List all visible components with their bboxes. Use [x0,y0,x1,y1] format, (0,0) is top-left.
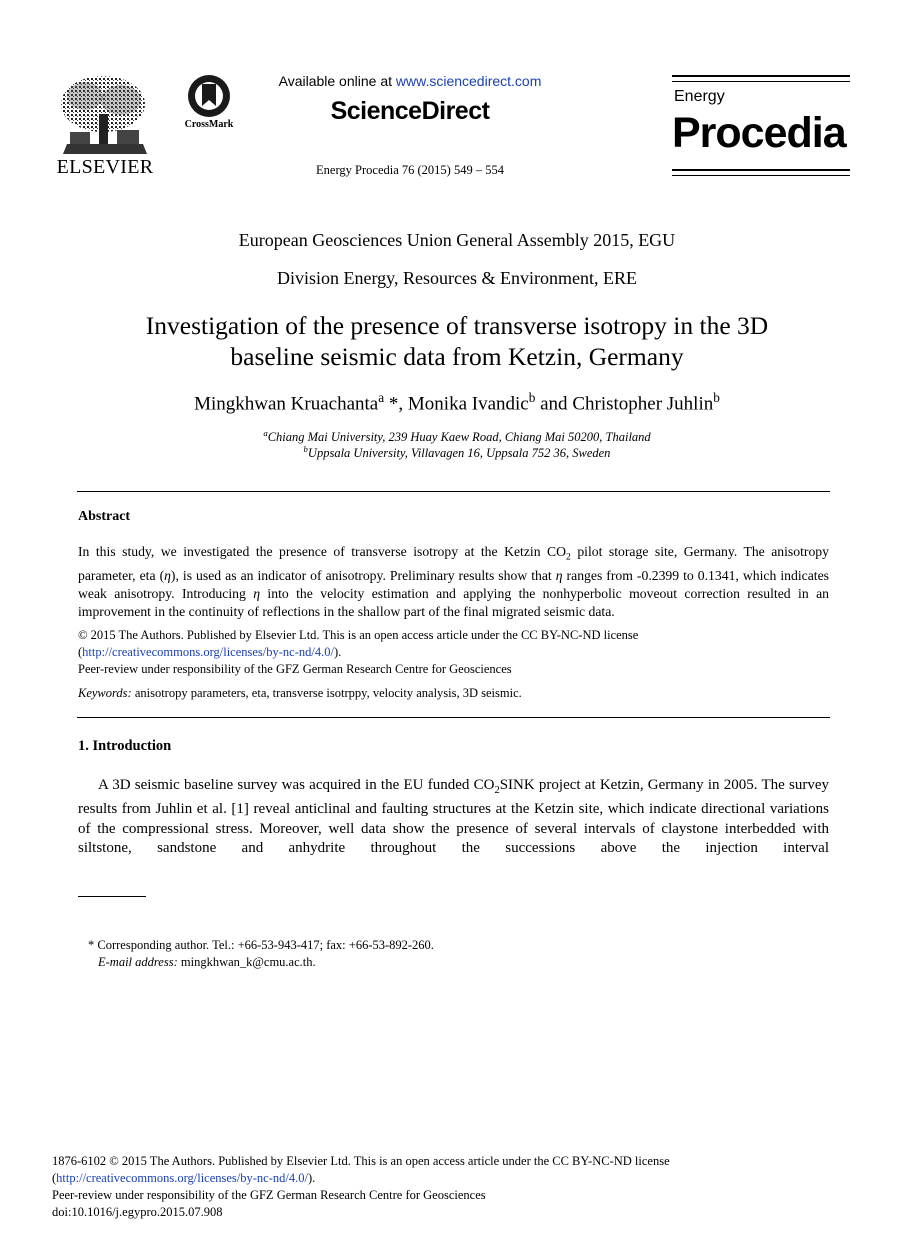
copyright-notice [78,627,838,678]
copyright-line: © 2015 The Authors. Published by Elsevier Ltd. This is an open access article under the CC BY-NC-ND license [78,628,639,642]
energy-procedia-logo [672,75,852,177]
author-2-affiliation: b [528,390,536,405]
affiliation-a [60,428,854,445]
affiliation-b-marker: b [303,444,308,454]
footnote [88,937,788,971]
crossmark-icon [180,74,238,120]
footnote-rule [78,896,146,897]
author-2: Monika Ivandic [407,393,529,415]
author-3: Christopher Juhlin [572,393,714,415]
conference-line-2: Division Energy, Resources & Environment, ERE [277,268,637,288]
keywords [78,686,838,701]
elsevier-wordmark: ELSEVIER [56,156,154,178]
footer-license-open: ( [52,1171,57,1185]
affiliation-b-text: Uppsala University, Villavagen 16, Uppsala 752 36, Sweden [307,446,611,461]
license-line [78,644,838,661]
logo-top-rule [672,75,850,77]
affiliation-a-text: Chiang Mai University, 239 Huay Kaew Road, Chiang Mai 50200, Thailand [267,430,651,445]
footer-license-link[interactable]: http://creativecommons.org/licenses/by-nc-nd/4.0/ [56,1171,308,1185]
footer-license-line [52,1170,872,1187]
eta-symbol: η [253,585,261,601]
keywords-list: anisotropy parameters, eta, transverse isotrppy, velocity analysis, 3D seismic. [131,686,522,700]
footer-issn-line: 1876-6102 © 2015 The Authors. Published by Elsevier Ltd. This is an open access article under the CC BY-NC-ND license [52,1154,670,1168]
conference-line-1: European Geosciences Union General Assembly 2015, EGU [238,230,676,250]
intro-text-1: A 3D seismic baseline survey was acquired in the EU funded CO [98,777,495,793]
available-online [240,73,580,89]
author-1-affiliation: a [378,390,385,405]
sciencedirect-wordmark: ScienceDirect [330,97,490,125]
abstract-bottom-rule [77,717,830,718]
corresponding-mark: *, [384,393,408,415]
co2-subscript: 2 [566,551,571,563]
author-3-affiliation: b [713,390,720,405]
license-open: ( [78,645,83,659]
author-conjunction: and [535,393,573,415]
author-list [60,390,854,415]
abstract-top-rule [77,491,830,492]
abstract-text-5: into the velocity estimation and applying the nonhyperbolic moveout correction resulted in an improvement in the continuity of reflections in the shallow part of the final migrated seismic data. [78,585,829,619]
intro-text-2: SINK project at Ketzin, Germany in 2005. The survey results from Juhlin et al. [1] reveal anticlinal and faulting structures at the Ketzin site, which indicate directional variations of the compressional stress. Moreover, well data show the presence of several intervals of claystone interbedded with siltstone, sandstone and anhydrite throughout the successions above the injection interval [78,777,829,856]
crossmark-label: CrossMark [184,119,234,130]
email-label: E-mail address: [98,955,178,969]
available-prefix: Available online at [278,73,396,89]
page-footer [52,1153,872,1221]
email-address[interactable]: mingkhwan_k@cmu.ac.th. [177,955,316,969]
logo-bottom-rule [672,169,850,171]
license-link[interactable]: http://creativecommons.org/licenses/by-nc-nd/4.0/ [82,645,334,659]
section-heading-introduction: 1. Introduction [78,738,172,754]
license-close: ). [333,645,342,659]
crossmark-badge[interactable] [180,74,238,134]
keywords-label: Keywords: [78,686,132,700]
paper-title [60,310,854,372]
logo-bottom-rule-thin [672,175,850,176]
eta-symbol: η [555,567,563,583]
affiliation-b [60,444,854,461]
introduction-body [78,776,829,858]
energy-label: Energy [674,88,725,105]
abstract-text-1: In this study, we investigated the presence of transverse isotropy at the Ketzin CO [78,544,567,559]
abstract-text-3: ), is used as an indicator of anisotropy. Preliminary results show that [170,567,556,583]
affiliation-a-marker: a [263,428,268,438]
corresponding-author: * Corresponding author. Tel.: +66-53-943-417; fax: +66-53-892-260. [88,938,434,952]
abstract-text-2: pilot storage site, Germany. The anisotropy parameter, eta ( [78,544,829,583]
title-line-1: Investigation of the presence of transverse isotropy in the 3D [145,311,769,340]
email-line [88,954,788,971]
abstract-text-4: ranges from -0.2399 to 0.1341, which indicates weak anisotropy. Introducing [78,567,829,601]
abstract-heading: Abstract [78,509,131,524]
footer-license-close: ). [307,1171,316,1185]
logo-top-rule-thin [672,81,850,82]
elsevier-tree-icon [55,74,155,158]
footer-doi[interactable]: doi:10.1016/j.egypro.2015.07.908 [52,1205,223,1219]
co2-subscript: 2 [494,785,500,796]
footer-peer-review: Peer-review under responsibility of the GFZ German Research Centre for Geosciences [52,1188,486,1202]
procedia-label: Procedia [672,109,846,157]
elsevier-logo [55,74,155,178]
sciencedirect-url-link[interactable]: www.sciencedirect.com [395,73,542,89]
eta-symbol: η [164,567,171,583]
author-1: Mingkhwan Kruachanta [194,393,379,415]
peer-review-line: Peer-review under responsibility of the GFZ German Research Centre for Geosciences [78,662,512,676]
title-line-2: baseline seismic data from Ketzin, Germany [230,342,684,371]
journal-reference: Energy Procedia 76 (2015) 549 – 554 [316,163,504,177]
abstract-body [78,543,829,621]
